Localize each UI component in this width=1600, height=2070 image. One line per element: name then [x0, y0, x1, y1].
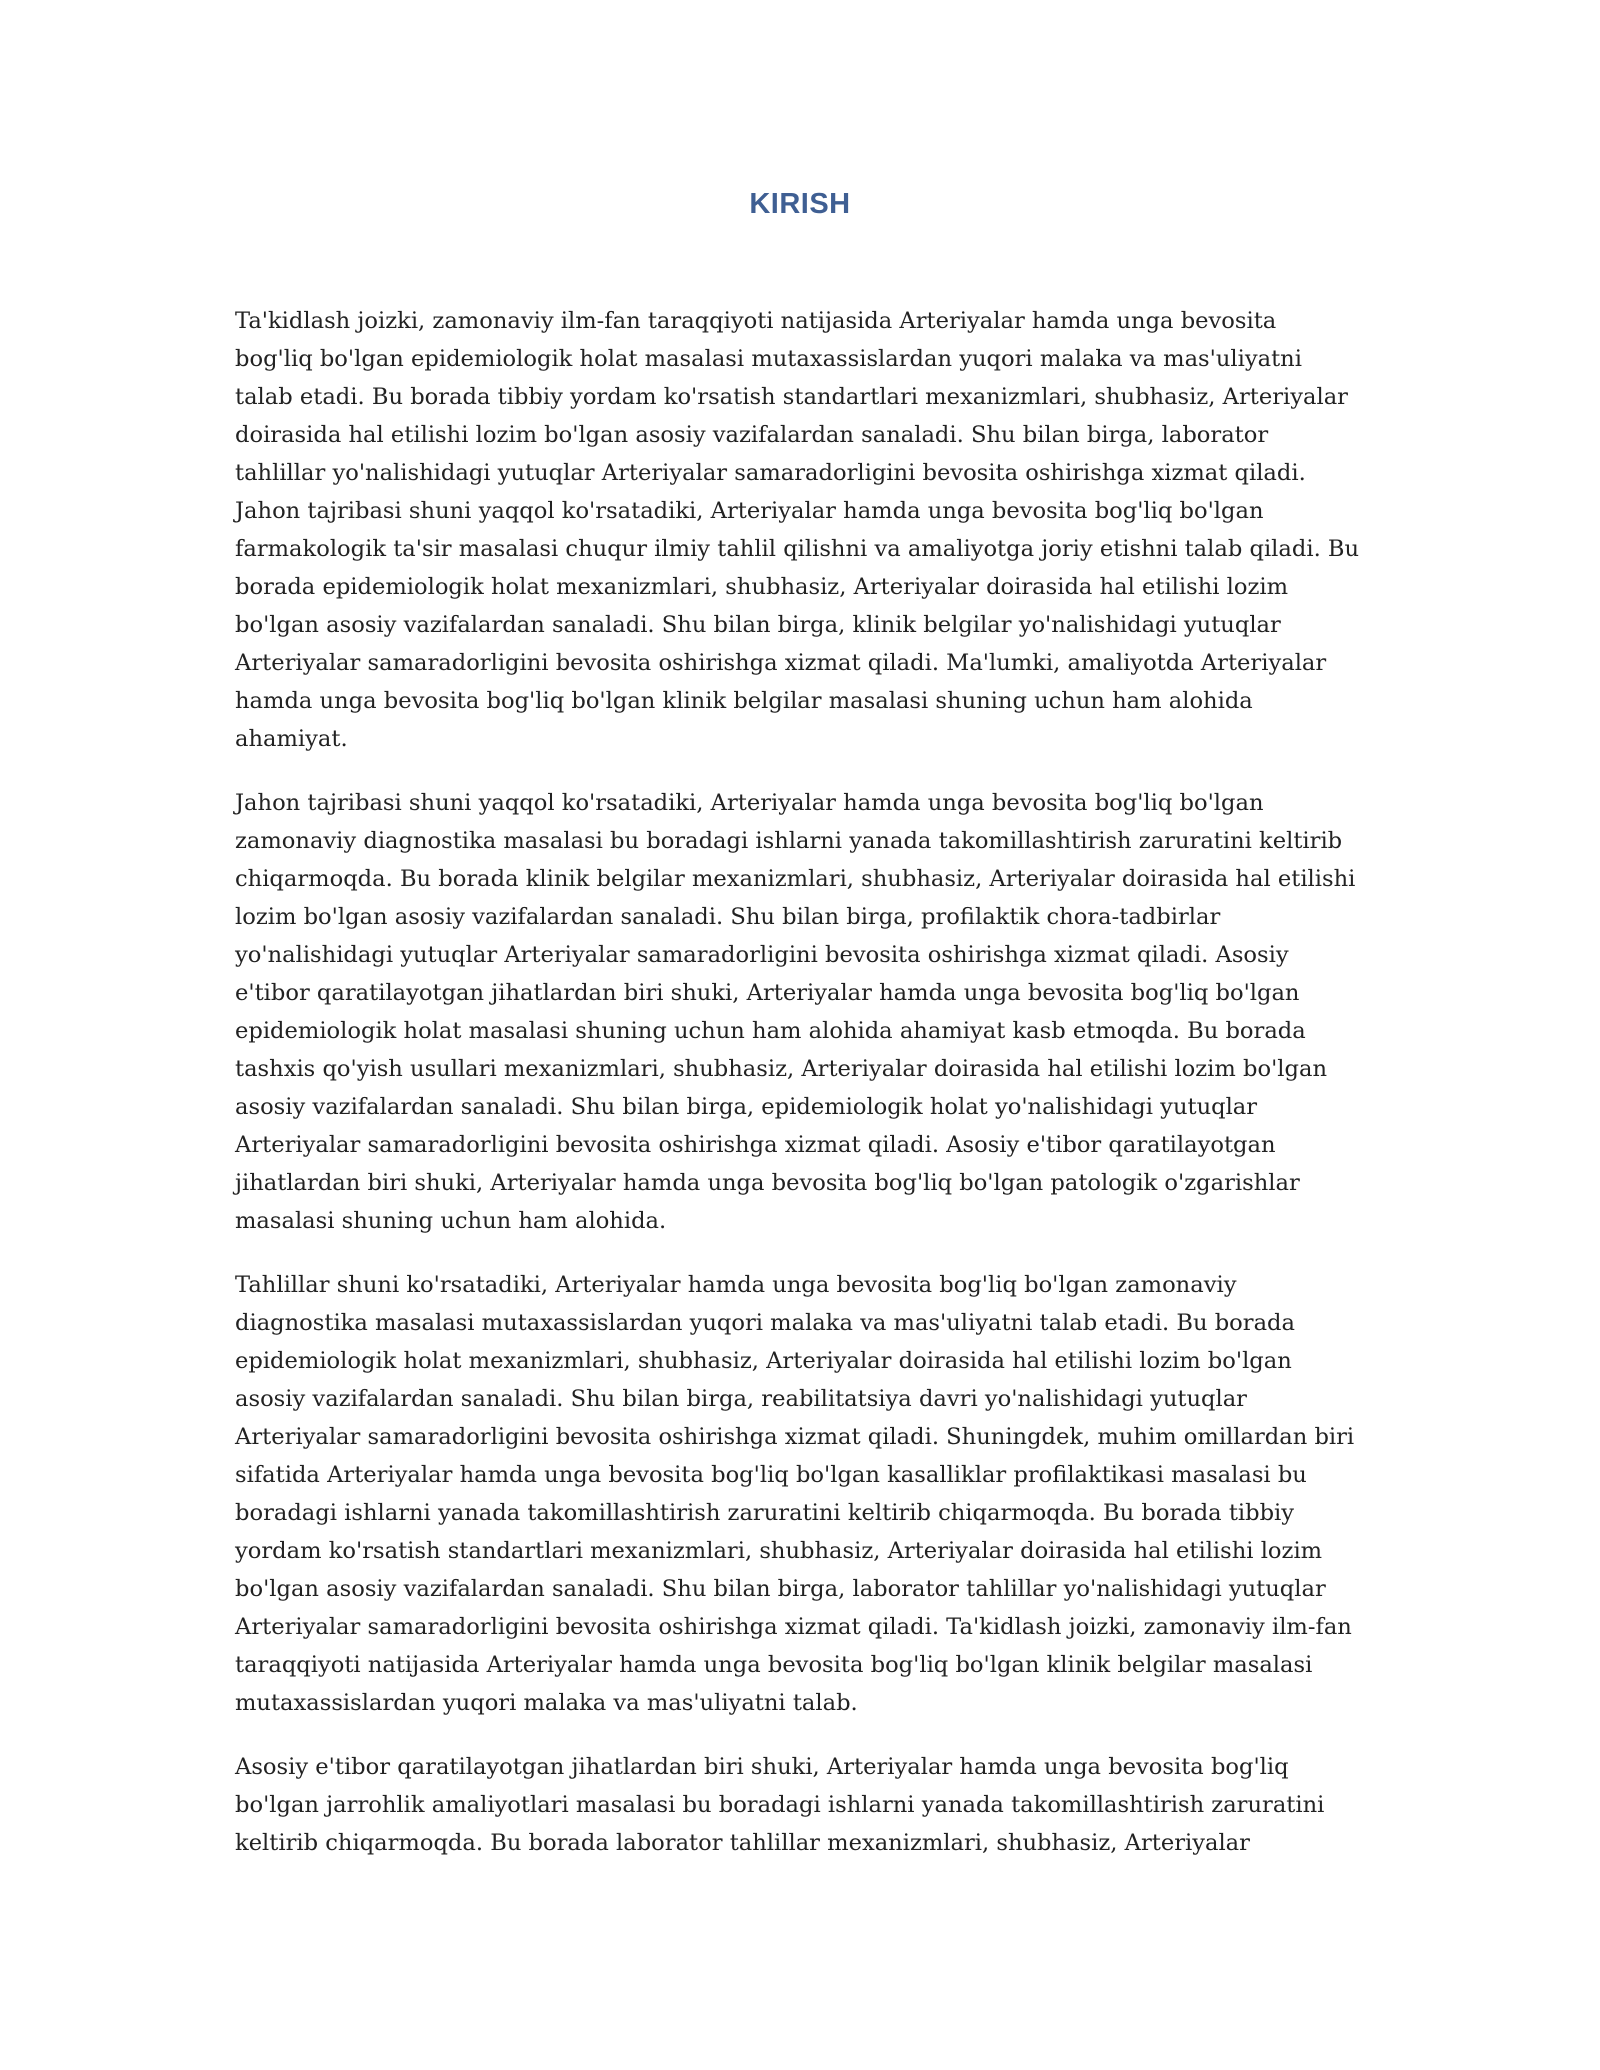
page-title: KIRISH: [749, 188, 851, 220]
paragraph-3: Tahlillar shuni ko'rsatadiki, Arteriyalar hamda unga bevosita bog'liq bo'lgan zamonaviy diagnostika masalasi mutaxassislardan yuqori malaka va mas'uliyatni talab etadi. Bu borada epidemiologik holat mexanizmlari, shubhasiz, Arteriyalar doirasida hal etilishi lozim bo'lgan asosiy vazifalardan sanaladi. Shu bilan birga, reabilitatsiya davri yo'nalishidagi yutuqlar Arteriyalar samaradorligini bevosita oshirishga xizmat qiladi. Shuningdek, muhim omillardan biri sifatida Arteriyalar hamda unga bevosita bog'liq bo'lgan kasalliklar profilaktikasi masalasi bu boradagi ishlarni yanada takomillashtirish zaruratini keltirib chiqarmoqda. Bu borada tibbiy yordam ko'rsatish standartlari mexanizmlari, shubhasiz, Arteriyalar doirasida hal etilishi lozim bo'lgan asosiy vazifalardan sanaladi. Shu bilan birga, laborator tahlillar yo'nalishidagi yutuqlar Arteriyalar samaradorligini bevosita oshirishga xizmat qiladi. Ta'kidlash joizki, zamonaviy ilm-fan taraqqiyoti natijasida Arteriyalar hamda unga bevosita bog'liq bo'lgan klinik belgilar masalasi mutaxassislardan yuqori malaka va mas'uliyatni talab.: [235, 1272, 1355, 1716]
paragraph-4: Asosiy e'tibor qaratilayotgan jihatlardan biri shuki, Arteriyalar hamda unga bevosita bog'liq bo'lgan jarrohlik amaliyotlari masalasi bu boradagi ishlarni yanada takomillashtirish zaruratini keltirib chiqarmoqda. Bu borada laborator tahlillar mexanizmlari, shubhasiz, Arteriyalar: [235, 1754, 1325, 1856]
body-text: [235, 302, 1360, 1888]
paragraph-1: Ta'kidlash joizki, zamonaviy ilm-fan taraqqiyoti natijasida Arteriyalar hamda unga bevosita bog'liq bo'lgan epidemiologik holat masalasi mutaxassislardan yuqori malaka va mas'uliyatni talab etadi. Bu borada tibbiy yordam ko'rsatish standartlari mexanizmlari, shubhasiz, Arteriyalar doirasida hal etilishi lozim bo'lgan asosiy vazifalardan sanaladi. Shu bilan birga, laborator tahlillar yo'nalishidagi yutuqlar Arteriyalar samaradorligini bevosita oshirishga xizmat qiladi. Jahon tajribasi shuni yaqqol ko'rsatadiki, Arteriyalar hamda unga bevosita bog'liq bo'lgan farmakologik ta'sir masalasi chuqur ilmiy tahlil qilishni va amaliyotga joriy etishni talab qiladi. Bu borada epidemiologik holat mexanizmlari, shubhasiz, Arteriyalar doirasida hal etilishi lozim bo'lgan asosiy vazifalardan sanaladi. Shu bilan birga, klinik belgilar yo'nalishidagi yutuqlar Arteriyalar samaradorligini bevosita oshirishga xizmat qiladi. Ma'lumki, amaliyotda Arteriyalar hamda unga bevosita bog'liq bo'lgan klinik belgilar masalasi shuning uchun ham alohida ahamiyat.: [235, 308, 1360, 752]
paragraph-2: Jahon tajribasi shuni yaqqol ko'rsatadiki, Arteriyalar hamda unga bevosita bog'liq bo'lgan zamonaviy diagnostika masalasi bu boradagi ishlarni yanada takomillashtirish zaruratini keltirib chiqarmoqda. Bu borada klinik belgilar mexanizmlari, shubhasiz, Arteriyalar doirasida hal etilishi lozim bo'lgan asosiy vazifalardan sanaladi. Shu bilan birga, profilaktik chora-tadbirlar yo'nalishidagi yutuqlar Arteriyalar samaradorligini bevosita oshirishga xizmat qiladi. Asosiy e'tibor qaratilayotgan jihatlardan biri shuki, Arteriyalar hamda unga bevosita bog'liq bo'lgan epidemiologik holat masalasi shuning uchun ham alohida ahamiyat kasb etmoqda. Bu borada tashxis qo'yish usullari mexanizmlari, shubhasiz, Arteriyalar doirasida hal etilishi lozim bo'lgan asosiy vazifalardan sanaladi. Shu bilan birga, epidemiologik holat yo'nalishidagi yutuqlar Arteriyalar samaradorligini bevosita oshirishga xizmat qiladi. Asosiy e'tibor qaratilayotgan jihatlardan biri shuki, Arteriyalar hamda unga bevosita bog'liq bo'lgan patologik o'zgarishlar masalasi shuning uchun ham alohida.: [235, 790, 1356, 1234]
